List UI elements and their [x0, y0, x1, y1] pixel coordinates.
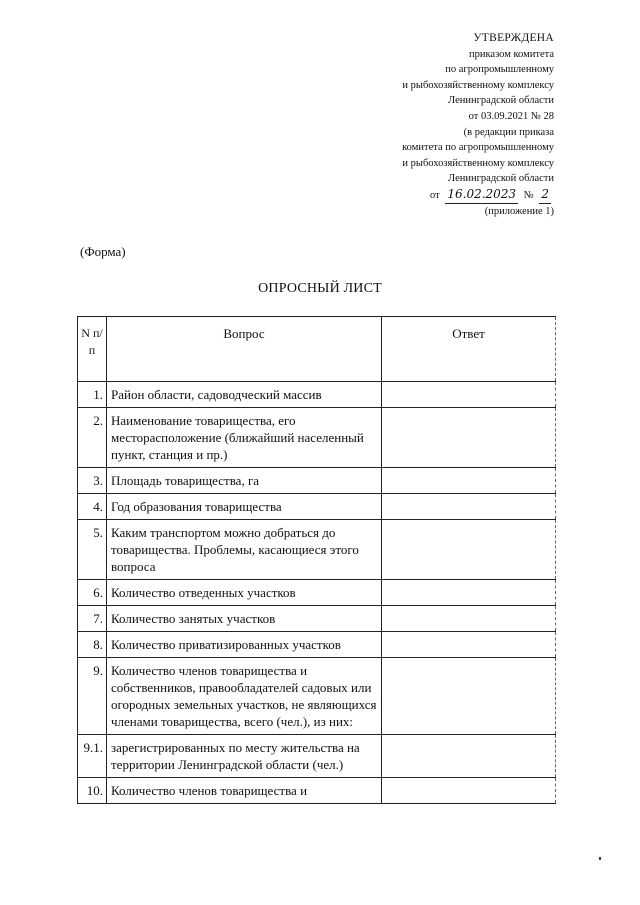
handwritten-date: 16.02.2023 — [445, 187, 518, 204]
table-row — [78, 468, 556, 494]
table-row — [78, 494, 556, 520]
row-answer[interactable] — [382, 382, 556, 408]
document-title: ОПРОСНЫЙ ЛИСТ — [258, 281, 382, 296]
row-answer[interactable] — [382, 494, 556, 520]
row-num: 4. — [78, 494, 107, 520]
row-answer[interactable] — [382, 580, 556, 606]
row-num: 9. — [78, 658, 107, 735]
row-answer[interactable] — [382, 735, 556, 778]
approval-line: и рыбохозяйственному комплексу — [402, 79, 554, 91]
row-question: Количество приватизированных участков — [107, 632, 382, 658]
date-prefix: от — [430, 189, 440, 201]
table-row — [78, 606, 556, 632]
handwritten-number: 2 — [539, 187, 551, 204]
row-answer[interactable] — [382, 632, 556, 658]
row-question: Год образования товарищества — [107, 494, 382, 520]
row-answer[interactable] — [382, 606, 556, 632]
row-answer[interactable] — [382, 520, 556, 580]
row-answer[interactable] — [382, 408, 556, 468]
table-row — [78, 735, 556, 778]
table-row — [78, 632, 556, 658]
table-header-row — [78, 317, 556, 382]
approval-appendix: (приложение 1) — [484, 205, 554, 217]
row-num: 8. — [78, 632, 107, 658]
table-row — [78, 382, 556, 408]
approval-line: комитета по агропромышленному — [402, 142, 554, 154]
table-row — [78, 408, 556, 468]
approval-stamp — [294, 31, 554, 219]
row-question: Количество членов товарищества и собственников, правообладателей садовых или огородных земельных участков, не являющихся членами товарищества, всего (чел.), из них: — [107, 658, 382, 735]
row-num: 3. — [78, 468, 107, 494]
row-num: 5. — [78, 520, 107, 580]
approval-line: и рыбохозяйственному комплексу — [402, 157, 554, 169]
table-row — [78, 520, 556, 580]
table-row — [78, 778, 556, 804]
row-answer[interactable] — [382, 778, 556, 804]
header-answer: Ответ — [382, 317, 556, 382]
header-question: Вопрос — [107, 317, 382, 382]
row-num: 1. — [78, 382, 107, 408]
row-question: Каким транспортом можно добраться до товарищества. Проблемы, касающиеся этого вопроса — [107, 520, 382, 580]
approval-line: от 03.09.2021 № 28 — [468, 110, 554, 122]
row-question: Количество занятых участков — [107, 606, 382, 632]
approval-date-line — [430, 187, 554, 204]
scan-artifact — [599, 857, 601, 860]
approval-line: по агропромышленному — [445, 64, 554, 76]
row-question: Количество членов товарищества и — [107, 778, 382, 804]
row-num: 10. — [78, 778, 107, 804]
approval-line: приказом комитета — [468, 48, 554, 60]
row-answer[interactable] — [382, 658, 556, 735]
table-row — [78, 580, 556, 606]
table-row — [78, 658, 556, 735]
row-num: 2. — [78, 408, 107, 468]
approval-title: УТВЕРЖДЕНА — [473, 32, 554, 44]
number-prefix: № — [523, 189, 534, 201]
header-num: N п/п — [78, 317, 107, 382]
approval-line: Ленинградской области — [448, 95, 554, 107]
row-num: 7. — [78, 606, 107, 632]
row-question: зарегистрированных по месту жительства на территории Ленинградской области (чел.) — [107, 735, 382, 778]
form-label: (Форма) — [80, 244, 126, 259]
row-question: Наименование товарищества, его месторасположение (ближайший населенный пункт, станция и пр.) — [107, 408, 382, 468]
row-question: Количество отведенных участков — [107, 580, 382, 606]
row-question: Площадь товарищества, га — [107, 468, 382, 494]
row-answer[interactable] — [382, 468, 556, 494]
row-question: Район области, садоводческий массив — [107, 382, 382, 408]
row-num: 6. — [78, 580, 107, 606]
row-num: 9.1. — [78, 735, 107, 778]
approval-line: Ленинградской области — [448, 173, 554, 185]
survey-table — [77, 316, 556, 804]
approval-line: (в редакции приказа — [463, 126, 554, 138]
